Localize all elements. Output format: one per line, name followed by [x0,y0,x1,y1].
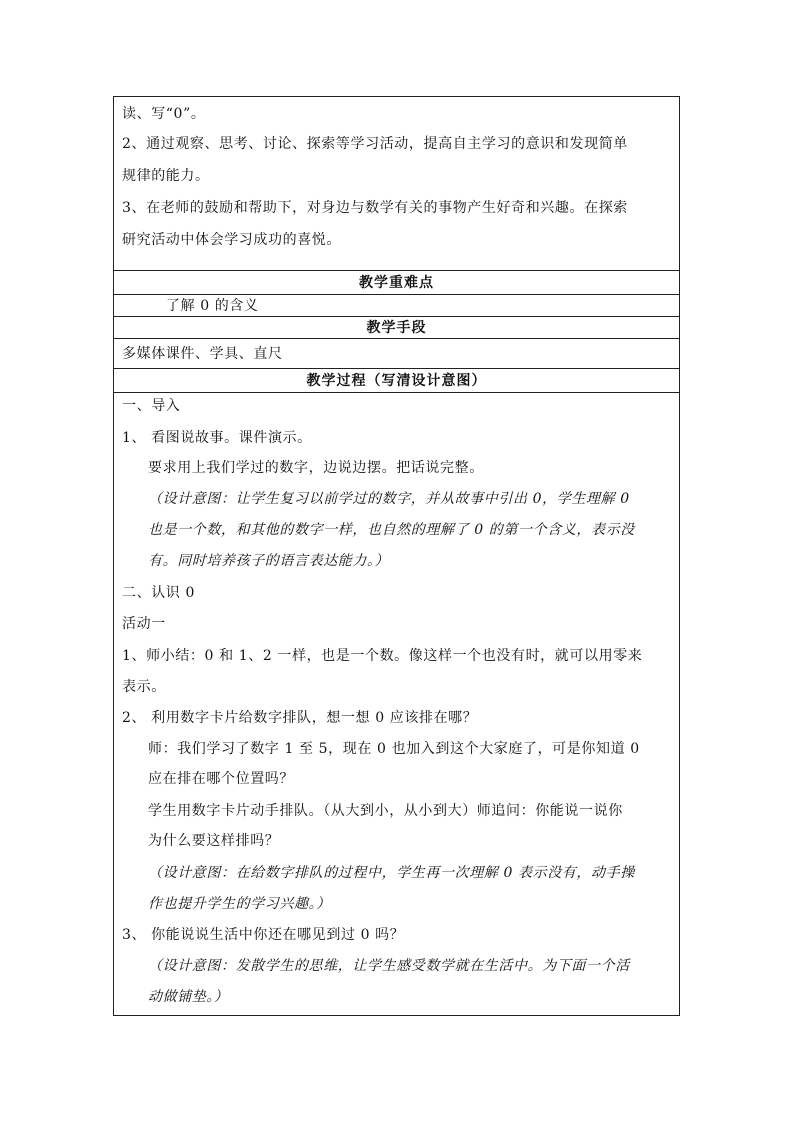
key-points-content-cell [114,295,679,317]
process-line: 1、师小结：0 和 1、2 一样，也是一个数。像这样一个也没有时，就可以用零来 [122,648,643,664]
means-content: 多媒体课件、学具、直尺 [122,346,283,362]
design-intent-line: （设计意图：发散学生的思维，让学生感受数学就在生活中。为下面一个活 [148,958,630,974]
process-line: 3、 你能说说生活中你还在哪见到过 0 吗？ [122,927,405,943]
process-line: 师：我们学习了数字 1 至 5，现在 0 也加入到这个大家庭了，可是你知道 0 [148,741,640,757]
design-intent-line: （设计意图：让学生复习以前学过的数字，并从故事中引出 0，学生理解 0 [148,491,630,507]
process-line: 要求用上我们学过的数字，边说边摆。把话说完整。 [148,460,484,476]
process-line: 学生用数字卡片动手排队。（从大到小，从小到大）师追问：你能说一说你 [148,803,623,819]
design-intent-line: 作也提升学生的学习兴趣。） [148,896,331,912]
design-intent-line: 动做铺垫。） [148,989,229,1005]
lesson-plan-table [113,96,680,1016]
process-line: 为什么要这样排吗？ [148,833,280,849]
objective-line: 3、在老师的鼓励和帮助下，对身边与数学有关的事物产生好奇和兴趣。在探索 [122,200,628,216]
objective-line: 研究活动中体会学习成功的喜悦。 [122,232,341,248]
objective-line: 读、写“0”。 [122,106,206,122]
process-line: 一、导入 [122,398,181,414]
key-points-heading: 教学重难点 [359,275,434,291]
means-heading: 教学手段 [366,320,427,336]
process-line: 应在排在哪个位置吗？ [148,771,294,787]
process-content-cell [114,393,679,1015]
process-line: 表示。 [122,679,166,695]
means-content-cell [114,339,679,369]
process-line: 活动一 [122,616,166,632]
process-heading: 教学过程（写清设计意图） [306,373,487,389]
objective-line: 2、通过观察、思考、讨论、探索等学习活动，提高自主学习的意识和发现简单 [122,136,628,152]
design-intent-line: 有。同时培养孩子的语言表达能力。） [148,553,390,569]
key-points-content: 了解 0 的含义 [166,298,259,314]
means-heading-cell [114,317,679,339]
process-line: 1、 看图说故事。课件演示。 [122,430,312,446]
process-line: 二、认识 0 [122,585,195,601]
objectives-cell [114,97,679,271]
key-points-heading-cell [114,271,679,295]
process-line: 2、 利用数字卡片给数字排队，想一想 0 应该排在哪？ [122,710,478,726]
objective-line: 规律的能力。 [122,168,210,184]
design-intent-line: 也是一个数，和其他的数字一样，也自然的理解了 0 的第一个含义，表示没 [148,522,635,538]
process-heading-cell [114,369,679,393]
design-intent-line: （设计意图：在给数字排队的过程中，学生再一次理解 0 表示没有，动手操 [148,865,635,881]
